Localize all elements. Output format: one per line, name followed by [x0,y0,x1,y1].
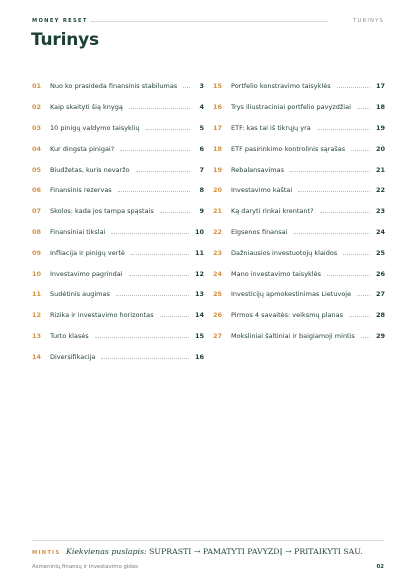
toc-leader-dots [290,171,370,172]
footer-subtitle: Asmeninių finansų ir investavimo gidas [32,564,138,570]
toc-entry-label: Turto klasės [50,331,89,340]
toc-leader-dots [120,150,190,151]
toc-entry-label: Moksliniai šaltiniai ir baigiamoji mintis [231,331,355,340]
toc-entry-label: Finansiniai tikslai [50,227,106,236]
toc-leader-dots [327,275,370,276]
page-title: Turinys [31,30,99,50]
toc-entry[interactable] [213,222,385,243]
toc-leader-dots [160,316,189,317]
toc-entry-page: 5 [199,123,204,132]
toc-entry-page: 6 [199,144,204,153]
toc-entry-page: 17 [375,82,385,91]
toc-entry-number: 10 [32,269,42,278]
toc-entry[interactable] [213,159,385,180]
toc-leader-dots [293,233,369,234]
toc-entry-label: Biudžetas, kuris nevaržo [50,165,130,174]
toc-entry-number: 18 [213,144,223,153]
toc-entry-label: Rizika ir investavimo horizontas [50,311,154,320]
toc-entry-number: 19 [213,165,223,174]
toc-leader-dots [160,212,190,213]
toc-leader-dots [349,316,370,317]
toc-entry-page: 25 [375,248,385,257]
toc-entry[interactable] [32,159,204,180]
toc-entry-page: 7 [199,165,204,174]
toc-entry-page: 12 [194,269,204,278]
toc-entry[interactable] [32,180,204,201]
toc-entry[interactable] [213,326,385,347]
header-divider [90,21,328,22]
toc-entry[interactable] [32,242,204,263]
toc-entry-number: 01 [32,82,42,91]
toc-entry-page: 14 [194,311,204,320]
toc-entry-page: 4 [199,103,204,112]
toc-entry-page: 23 [375,207,385,216]
toc-entry[interactable] [213,97,385,118]
toc-entry-page: 8 [199,186,204,195]
toc-entry-page: 27 [375,290,385,299]
toc-leader-dots [357,108,370,109]
toc-entry-page: 10 [194,227,204,236]
toc-entry[interactable] [213,201,385,222]
toc-leader-dots [129,108,190,109]
toc-entry-page: 9 [199,207,204,216]
footer-quote [66,547,363,556]
toc-leader-dots [136,171,190,172]
toc-entry-page: 15 [194,331,204,340]
toc-leader-dots [118,191,190,192]
toc-entry-label: Ką daryti rinkai krentant? [231,207,314,216]
footer-divider [32,540,384,541]
toc-entry-number: 11 [32,290,42,299]
toc-leader-dots [131,254,189,255]
toc-entry-label: Elgsenos finansai [231,227,288,236]
quote-lead: Kiekvienas puslapis: [66,547,147,556]
toc-leader-dots [317,129,370,130]
toc-entry-number: 25 [213,290,223,299]
toc-entry-label: Kaip skaityti šią knygą [50,103,123,112]
toc-entry[interactable] [32,118,204,139]
toc-entry-number: 08 [32,227,42,236]
toc-leader-dots [298,191,370,192]
toc-entry-page: 13 [194,290,204,299]
toc-leader-dots [146,129,190,130]
toc-entry-number: 16 [213,103,223,112]
toc-entry[interactable] [213,180,385,201]
toc-entry-number: 20 [213,186,223,195]
toc-entry-number: 04 [32,144,42,153]
toc-entry[interactable] [213,284,385,305]
toc-entry-number: 06 [32,186,42,195]
toc-entry-label: Dažniausios investuotojų klaidos [231,248,338,257]
toc-entry-number: 23 [213,248,223,257]
toc-entry-number: 24 [213,269,223,278]
toc-entry-number: 14 [32,352,42,361]
toc-entry-label: Trys iliustraciniai portfelio pavyzdžiai [231,103,351,112]
toc-entry-page: 28 [375,311,385,320]
toc-entry-label: ETF pasirinkimo kontrolinis sąrašas [231,144,346,153]
toc-entry-label: Investavimo kaštai [231,186,293,195]
mintis-label: MINTIS [32,550,61,556]
toc-entry-page: 26 [375,269,385,278]
toc-entry-page: 22 [375,186,385,195]
toc-entry-label: Nuo ko prasideda finansinis stabilumas [50,82,178,91]
toc-entry-page: 18 [375,103,385,112]
toc-entry[interactable] [32,97,204,118]
brand-label: MONEY RESET [32,18,88,24]
toc-leader-dots [320,212,370,213]
toc-leader-dots [337,87,370,88]
toc-entry-label: 10 pinigų valdymo taisyklių [50,123,140,132]
toc-entry[interactable] [32,284,204,305]
toc-entry-label: Kur dingsta pinigai? [50,144,115,153]
toc-entry-label: Finansinis rezervas [50,186,112,195]
toc-entry-label: Investavimo pagrindai [50,269,123,278]
toc-entry-number: 13 [32,331,42,340]
toc-leader-dots [116,295,189,296]
toc-entry-number: 07 [32,207,42,216]
toc-entry-label: Portfelio konstravimo taisyklės [231,82,331,91]
toc-entry-page: 16 [194,352,204,361]
toc-entry[interactable] [32,76,204,97]
toc-entry[interactable] [32,263,204,284]
toc-entry-number: 17 [213,123,223,132]
toc-entry-number: 26 [213,311,223,320]
toc-entry-label: Investicijų apmokestinimas Lietuvoje [231,290,352,299]
footer-page-number: 02 [376,564,384,570]
toc-entry-number: 12 [32,311,42,320]
section-label: TURINYS [353,18,384,24]
toc-entry[interactable] [213,305,385,326]
toc-entry-number: 03 [32,123,42,132]
toc-entry[interactable] [213,118,385,139]
toc-entry[interactable] [213,76,385,97]
toc-leader-dots [361,337,370,338]
toc-leader-dots [101,358,189,359]
toc-entry[interactable] [32,201,204,222]
toc-leader-dots [351,150,370,151]
toc-leader-dots [183,87,190,88]
toc-leader-dots [129,275,189,276]
toc-entry[interactable] [32,346,204,367]
toc-entry-label: ETF: kas tai iš tikrųjų yra [231,123,311,132]
toc-entry-number: 21 [213,207,223,216]
toc-entry[interactable] [213,263,385,284]
toc-column-left [32,76,204,367]
toc-entry-page: 20 [375,144,385,153]
toc-entry-number: 05 [32,165,42,174]
toc-entry[interactable] [32,222,204,243]
toc-entry[interactable] [32,326,204,347]
toc-entry[interactable] [213,138,385,159]
toc-entry-number: 27 [213,331,223,340]
toc-leader-dots [111,233,189,234]
toc-entry[interactable] [213,242,385,263]
toc-entry-page: 11 [194,248,204,257]
toc-entry-label: Skolos: kada jos tampa spąstais [50,207,154,216]
toc-entry[interactable] [32,305,204,326]
toc-entry-label: Sudėtinis augimas [50,290,110,299]
toc-entry[interactable] [32,138,204,159]
toc-entry-page: 24 [375,227,385,236]
toc-entry-number: 15 [213,82,223,91]
toc-entry-label: Diversifikacija [50,352,96,361]
toc-entry-page: 21 [375,165,385,174]
page-header [32,16,384,26]
toc-entry-number: 22 [213,227,223,236]
toc-entry-page: 29 [375,331,385,340]
toc-entry-number: 09 [32,248,42,257]
toc-leader-dots [95,337,189,338]
quote-rest: SUPRASTI → PAMATYTI PAVYZDĮ → PRITAIKYTI SAU. [149,547,363,556]
toc-entry-page: 3 [199,82,204,91]
toc-column-right [213,76,385,346]
toc-entry-label: Infliacija ir pinigų vertė [50,248,125,257]
toc-leader-dots [357,295,370,296]
toc-entry-label: Rebalansavimas [231,165,284,174]
toc-entry-page: 19 [375,123,385,132]
toc-entry-label: Mano investavimo taisyklės [231,269,321,278]
toc-entry-label: Pirmos 4 savaitės: veiksmų planas [231,311,344,320]
toc-entry-number: 02 [32,103,42,112]
toc-leader-dots [343,254,370,255]
